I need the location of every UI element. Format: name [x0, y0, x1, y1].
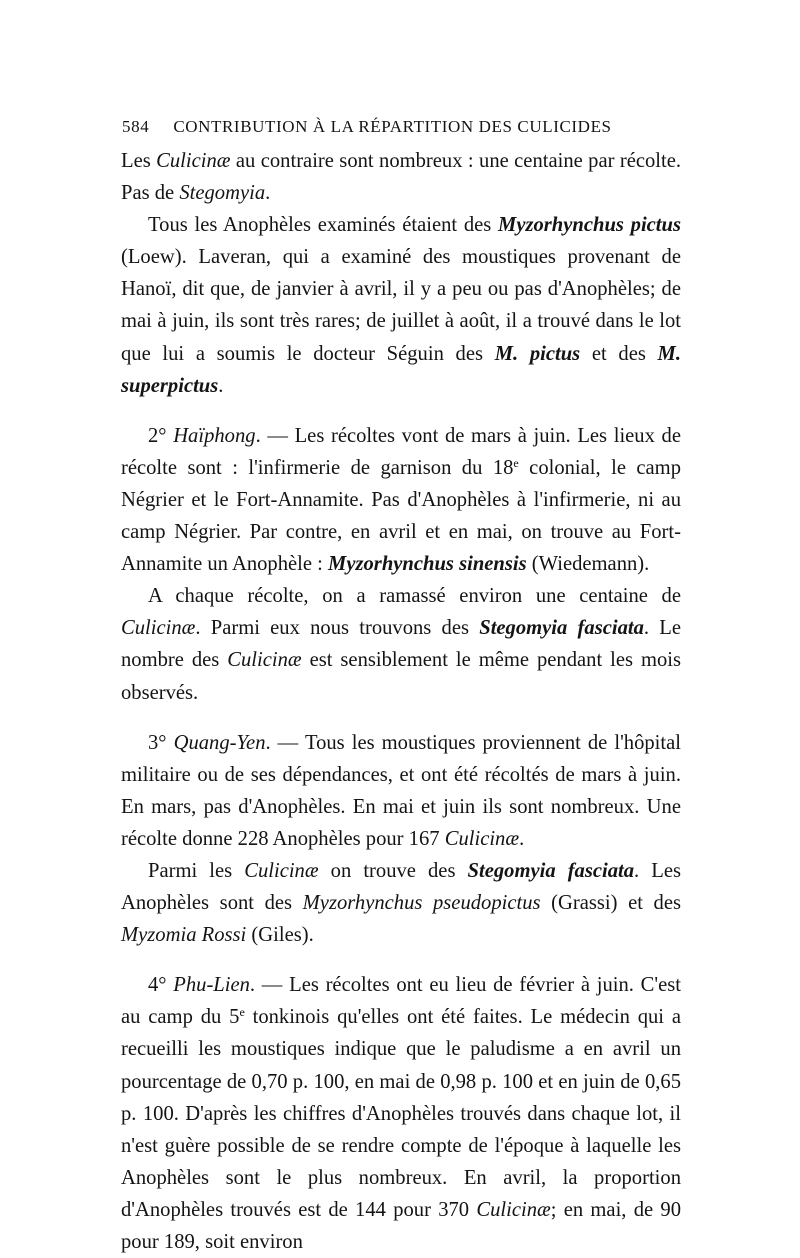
paragraph-haiphong-culicinae — [121, 580, 681, 708]
species-name: Myzorhynchus pseudopictus — [302, 892, 541, 915]
taxon-name: Culicinæ — [227, 649, 302, 672]
species-name: Stegomyia fasciata — [479, 617, 644, 640]
taxon-name: Culicinæ — [476, 1198, 551, 1221]
text-run: . — Les récoltes ont eu lieu de février à juin. C'est au camp du 5 — [121, 974, 681, 1029]
text-run: Les — [121, 150, 157, 172]
text-run: ; en mai, de 90 pour 189, soit environ — [121, 1198, 681, 1253]
text-run: Tous les Anophèles examinés étaient des — [148, 214, 499, 237]
text-run: . — [218, 374, 224, 397]
text-run: est sensiblement le même pendant les mois observés. — [121, 649, 681, 704]
running-title: CONTRIBUTION À LA RÉPARTITION DES CULICIDES — [173, 117, 612, 136]
taxon-name: Culicinæ — [121, 617, 196, 640]
paragraph-phu-lien — [121, 969, 681, 1258]
locality-name: Haïphong — [173, 424, 256, 447]
taxon-name: Culicinæ — [444, 827, 520, 850]
taxon-name: Culicinæ — [244, 859, 319, 882]
superscript: e — [513, 455, 519, 470]
text-run: (Giles). — [246, 924, 314, 947]
text-run: A chaque récolte, on a ramassé environ une centaine de — [148, 585, 681, 608]
text-run: . — Les récoltes vont de mars à juin. Les lieux de récolte sont : l'infirmerie de garnison du 18 — [121, 424, 681, 479]
text-run: (Loew). Laveran, qui a examiné des moustiques provenant de Hanoï, dit que, de janvier à avril, il y a peu ou pas d'Anophèles; de mai à juin, ils sont très rares; de juillet à août, il a trouvé dans le lot que lui a soumis le docteur Séguin des — [121, 246, 681, 365]
text-run: . Le nombre des — [121, 617, 681, 672]
text-run: colonial, le camp Négrier et le Fort-Annamite. Pas d'Anophèles à l'infirmerie, ni au camp Négrier. Par contre, en avril et en mai, on trouve au Fort-Annamite un Anophèle : — [121, 456, 681, 576]
species-name: Myzomia Rossi — [121, 924, 247, 947]
text-run: . Les Anophèles sont des — [121, 859, 681, 915]
paragraph-quang-yen — [121, 727, 681, 855]
paragraph-haiphong — [121, 420, 681, 580]
text-run: (Grassi) et des — [540, 892, 681, 915]
text-run: (Wiedemann). — [526, 553, 650, 576]
species-name: Myzorhynchus sinensis — [328, 553, 527, 576]
superscript: e — [239, 1005, 245, 1020]
text-run: . — [265, 182, 271, 205]
page-number: 584 — [122, 117, 150, 136]
species-name: Stegomyia fasciata — [467, 859, 635, 882]
section-number: 4° — [148, 974, 174, 997]
taxon-name: Culicinæ — [156, 150, 231, 172]
paragraph-quang-yen-species — [121, 855, 681, 951]
text-run: . — Tous les moustiques proviennent de l'hôpital militaire ou de ses dépendances, et ont été récoltés de mars à juin. En mars, pas d'Anophèles. En mai et juin ils sont nombreux. Une récolte donne 228 Anophèles pour 167 — [121, 731, 681, 850]
paragraph-culicinae-numerous — [121, 145, 681, 209]
species-name: M. pictus — [494, 342, 581, 365]
text-run: Parmi les — [148, 859, 245, 882]
text-run: au contraire sont nombreux : une centaine par récolte. Pas de — [121, 150, 682, 205]
section-number: 3° — [148, 731, 174, 754]
species-name: Myzorhynchus pictus — [498, 214, 681, 237]
text-run: on trouve des — [318, 859, 468, 882]
text-run: tonkinois qu'elles ont été faites. Le médecin qui a recueilli les moustiques indique que le paludisme a en avril un pourcentage de 0,70 p. 100, en mai de 0,98 p. 100 et en juin de 0,65 p. 100. D'après les chiffres d'Anophèles trouvés dans chaque lot, il n'est guère possible de se rendre compte de l'époque à laquelle les Anophèles sont le plus nombreux. En avril, la proportion d'Anophèles trouvés est de 144 pour 370 — [121, 1006, 681, 1221]
text-run: . — [519, 827, 525, 850]
taxon-name: Stegomyia — [179, 182, 266, 205]
paragraph-anopheles-examined — [121, 209, 681, 402]
text-run: . Parmi eux nous trouvons des — [195, 617, 480, 640]
locality-name: Phu-Lien — [173, 974, 250, 997]
locality-name: Quang-Yen — [173, 731, 266, 754]
body-text — [121, 145, 681, 1258]
running-header — [122, 117, 682, 141]
species-name: M. superpictus — [121, 342, 682, 397]
section-number: 2° — [148, 424, 174, 447]
text-run: et des — [580, 342, 658, 365]
